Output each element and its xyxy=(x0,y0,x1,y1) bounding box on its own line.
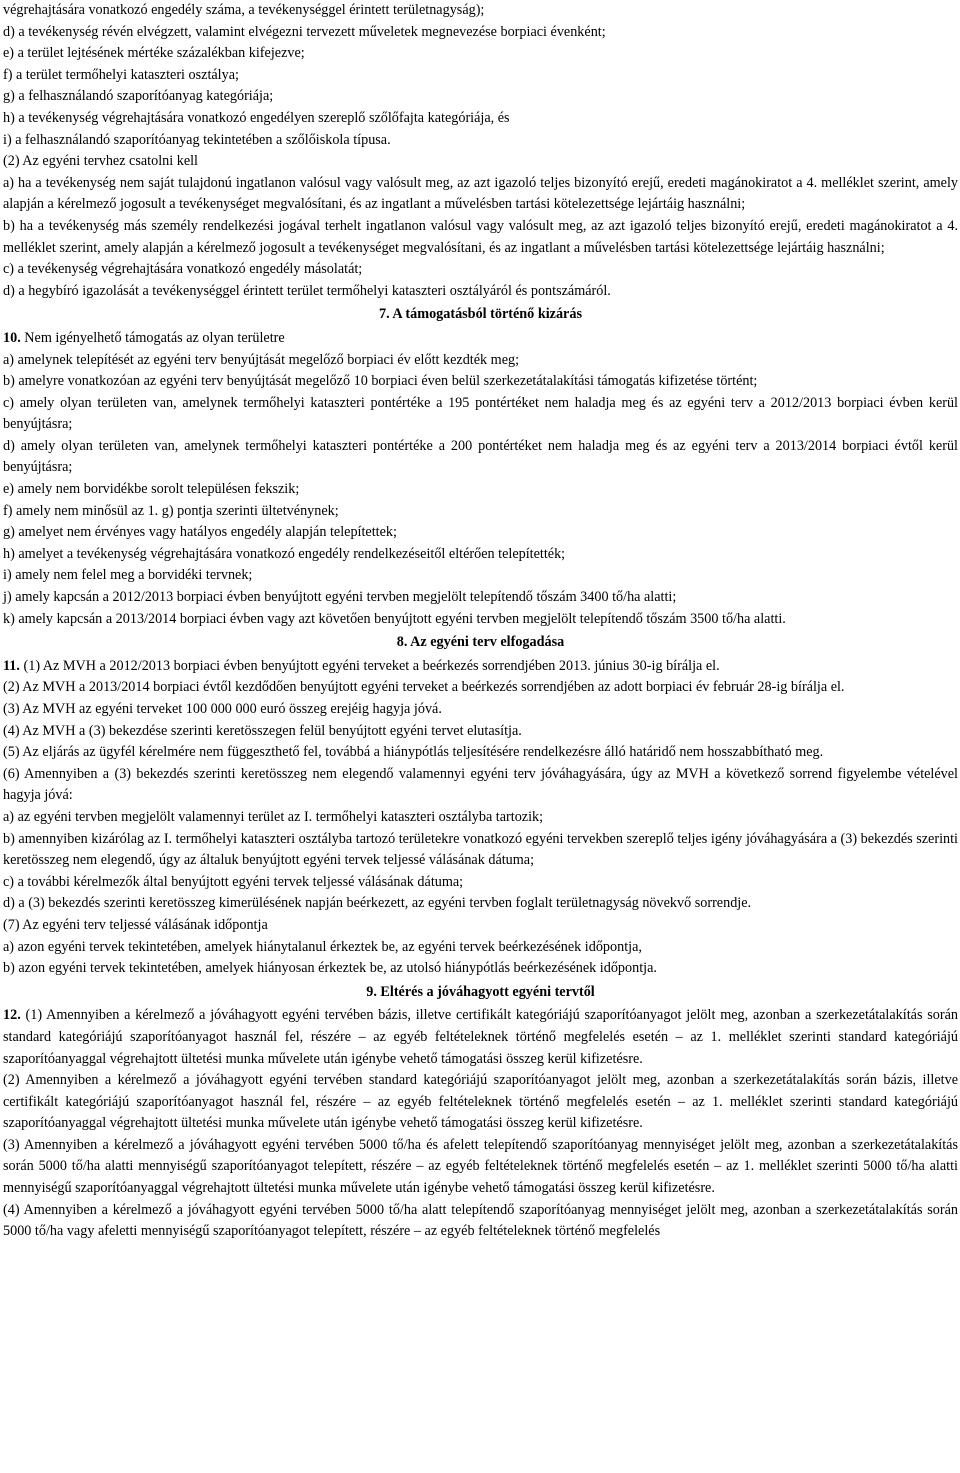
paragraph xyxy=(3,371,958,393)
paragraph xyxy=(3,259,958,281)
paragraph xyxy=(3,915,958,937)
paragraph-text: (4) Az MVH a (3) bekezdése szerinti keretösszegen felül benyújtott egyéni tervet elutasítja. xyxy=(3,722,522,739)
paragraph-text: g) a felhasználandó szaporítóanyag kategóriája; xyxy=(3,88,274,105)
paragraph-text: b) amennyiben kizárólag az I. termőhelyi kataszteri osztályba tartozó területekre vonatkozó egyéni tervekben szereplő teljes igény jóváhagyására a (3) bekezdés szerinti keretösszeg nem elegendő, úgy az általuk benyújtott egyéni tervek teljessé válásának dátuma; xyxy=(3,830,958,869)
section-heading xyxy=(3,982,958,1004)
paragraph-text: f) amely nem minősül az 1. g) pontja szerinti ültetvénynek; xyxy=(3,502,339,519)
paragraph-text: végrehajtására vonatkozó engedély száma, a tevékenységgel érintett területnagyság); xyxy=(3,2,485,18)
paragraph-text: b) amelyre vonatkozóan az egyéni terv benyújtását megelőző 10 borpiaci éven belül szerkezetátalakítási támogatás kifizetése történt; xyxy=(3,373,758,390)
paragraph xyxy=(3,173,958,216)
paragraph xyxy=(3,22,958,44)
paragraph xyxy=(3,522,958,544)
paragraph-text: d) amely olyan területen van, amelynek termőhelyi kataszteri pontértéke a 200 pontértéket nem haladja meg és az egyéni terv a 2013/2014 borpiaci évtől kerül benyújtásra; xyxy=(3,437,958,476)
paragraph-text: h) a tevékenység végrehajtására vonatkozó engedélyen szereplő szőlőfajta kategóriája, és xyxy=(3,109,510,126)
paragraph-text: (5) Az eljárás az ügyfél kérelmére nem függeszthető fel, továbbá a hiánypótlás teljesítésére rendelkezésre álló határidő nem hosszabbítható meg. xyxy=(3,744,824,761)
paragraph xyxy=(3,151,958,173)
paragraph xyxy=(3,479,958,501)
paragraph-text: (2) Amennyiben a kérelmező a jóváhagyott egyéni tervében standard kategóriájú szaporítóanyagot jelölt meg, azonban a szerkezetátalakítás során bázis, illetve certifikált kategóriájú szaporítóanyagot használ fel, részére – az egyéb feltételeknek történő megfelelés esetén – az 1. melléklet szerinti standard kategóriájú szaporítóanyaggal végrehajtott ültetési munka művelete után igénybe vehető támogatási összeg kerül kifizetésre. xyxy=(3,1072,958,1132)
paragraph-text: (1) Amennyiben a kérelmező a jóváhagyott egyéni tervében bázis, illetve certifikált kategóriájú szaporítóanyagot jelölt meg, azonban a szerkezetátalakítás során standard kategóriájú szaporítóanyagot használ fel, részére – az egyéb feltételeknek történő megfelelés esetén – az 1. melléklet szerinti standard kategóriájú szaporítóanyaggal végrehajtott ültetési munka művelete után igénybe vehető támogatási összeg kerül kifizetésre. xyxy=(3,1007,958,1067)
paragraph xyxy=(3,393,958,436)
paragraph xyxy=(3,43,958,65)
paragraph xyxy=(3,1135,958,1200)
paragraph-text: (7) Az egyéni terv teljessé válásának időpontja xyxy=(3,916,268,933)
paragraph-text: g) amelyet nem érvényes vagy hatályos engedély alapján telepítettek; xyxy=(3,524,397,541)
paragraph-text: b) ha a tevékenység más személy rendelkezési jogával terhelt ingatlanon valósul vagy valósult meg, az azt igazoló teljes bizonyító erejű, eredeti magánokiratot a 4. melléklet szerint, amely alapján a kérelmező jogosult a tevékenységet megvalósítani, és az ingatlant a művelésben tartási kötelezettsége lejártáig használni; xyxy=(3,217,958,256)
paragraph xyxy=(3,436,958,479)
paragraph-text: k) amely kapcsán a 2013/2014 borpiaci évben vagy azt követően benyújtott egyéni tervben megjelölt telepítendő tőszám 3500 tő/ha alatti. xyxy=(3,610,786,627)
paragraph xyxy=(3,65,958,87)
paragraph-text: (4) Amennyiben a kérelmező a jóváhagyott egyéni tervében 5000 tő/ha alatt telepítendő szaporítóanyag mennyiséget jelölt meg, azonban a szerkezetátalakítás során 5000 tő/ha vagy afeletti mennyiségű szaporítóanyagot telepített, részére – az egyéb feltételeknek történő megfelelés xyxy=(3,1201,958,1240)
paragraph-text: h) amelyet a tevékenység végrehajtására vonatkozó engedély rendelkezéseitől eltérően telepítették; xyxy=(3,545,566,562)
paragraph-text: b) azon egyéni tervek tekintetében, amelyek hiányosan érkeztek be, az utolsó hiánypótlás beérkezésének időpontja. xyxy=(3,960,657,977)
paragraph-text: 7. A támogatásból történő kizárás xyxy=(379,306,582,323)
paragraph-text: d) a hegybíró igazolását a tevékenységgel érintett terület termőhelyi kataszteri osztályáról és pontszámáról. xyxy=(3,282,611,299)
paragraph-text: c) a további kérelmezők által benyújtott egyéni tervek teljessé válásának dátuma; xyxy=(3,873,464,890)
paragraph-text: a) azon egyéni tervek tekintetében, amelyek hiánytalanul érkeztek be, az egyéni tervek beérkezésének időpontja, xyxy=(3,938,642,955)
paragraph xyxy=(3,699,958,721)
paragraph-text: (3) Amennyiben a kérelmező a jóváhagyott egyéni tervében 5000 tő/ha és afelett telepítendő szaporítóanyag mennyiséget jelölt meg, azonban a szerkezetátalakítás során 5000 tő/ha alatti mennyiségű szaporítóanyagot telepített, részére – az egyéb feltételeknek történő megfelelés esetén – az 1. melléklet szerinti 5000 tő/ha alatti mennyiségű szaporítóanyaggal végrehajtott ültetési munka művelete után igénybe vehető támogatási összeg kerül kifizetésre. xyxy=(3,1136,958,1197)
paragraph-text: e) a terület lejtésének mértéke százalékban kifejezve; xyxy=(3,45,305,62)
paragraph xyxy=(3,1005,958,1070)
paragraph xyxy=(3,721,958,743)
paragraph xyxy=(3,677,958,699)
paragraph xyxy=(3,958,958,980)
paragraph-text: i) a felhasználandó szaporítóanyag tekintetében a szőlőiskola típusa. xyxy=(3,131,391,148)
paragraph-text: a) ha a tevékenység nem saját tulajdonú ingatlanon valósul vagy valósult meg, az azt igazoló teljes bizonyító erejű, eredeti magánokiratot a 4. melléklet szerint, amely alapján a kérelmező jogosult a tevékenységet megvalósítani, és az ingatlant a művelésben tartási kötelezettsége lejártáig használni; xyxy=(3,174,958,213)
paragraph xyxy=(3,893,958,915)
paragraph xyxy=(3,742,958,764)
section-number: 10. xyxy=(3,329,21,346)
section-heading xyxy=(3,304,958,326)
paragraph-text: (3) Az MVH az egyéni terveket 100 000 000 euró összeg erejéig hagyja jóvá. xyxy=(3,701,442,717)
paragraph-text: c) amely olyan területen van, amelynek termőhelyi kataszteri pontértéke a 195 pontértéket nem haladja meg és az egyéni terv a 2012/2013 borpiaci évben kerül benyújtásra; xyxy=(3,394,958,433)
paragraph xyxy=(3,764,958,807)
section-number: 11. xyxy=(3,657,20,674)
paragraph-text: (2) Az MVH a 2013/2014 borpiaci évtől kezdődően benyújtott egyéni terveket a beérkezés sorrendjében az adott borpiaci év február 28-ig bírálja el. xyxy=(3,679,845,696)
paragraph xyxy=(3,937,958,959)
paragraph xyxy=(3,1070,958,1135)
paragraph xyxy=(3,656,958,678)
paragraph xyxy=(3,609,958,631)
paragraph-text: 8. Az egyéni terv elfogadása xyxy=(396,634,565,651)
paragraph xyxy=(3,130,958,152)
paragraph xyxy=(3,829,958,872)
paragraph xyxy=(3,872,958,894)
paragraph-text: j) amely kapcsán a 2012/2013 borpiaci évben benyújtott egyéni tervben megjelölt telepítendő tőszám 3400 tő/ha alatti; xyxy=(3,589,677,606)
paragraph xyxy=(3,0,958,22)
paragraph-text: (2) Az egyéni tervhez csatolni kell xyxy=(3,153,199,170)
paragraph xyxy=(3,807,958,829)
paragraph xyxy=(3,86,958,108)
paragraph xyxy=(3,565,958,587)
paragraph xyxy=(3,1200,958,1243)
paragraph xyxy=(3,281,958,303)
paragraph-text: (1) Az MVH a 2012/2013 borpiaci évben benyújtott egyéni terveket a beérkezés sorrendjében 2013. június 30-ig bírálja el. xyxy=(23,657,720,674)
paragraph-text: e) amely nem borvidékbe sorolt településen fekszik; xyxy=(3,481,300,498)
paragraph-text: d) a tevékenység révén elvégzett, valamint elvégezni tervezett műveletek megnevezése borpiaci évenként; xyxy=(3,23,606,40)
paragraph xyxy=(3,328,958,350)
paragraph xyxy=(3,587,958,609)
paragraph xyxy=(3,501,958,523)
paragraph-text: 9. Eltérés a jóváhagyott egyéni tervtől xyxy=(366,983,595,1000)
paragraph-text: (6) Amennyiben a (3) bekezdés szerinti keretösszeg nem elegendő valamennyi egyéni terv jóváhagyására, úgy az MVH a következő sorrend figyelembe vételével hagyja jóvá: xyxy=(3,765,958,804)
paragraph-text: d) a (3) bekezdés szerinti keretösszeg kimerülésének napján beérkezett, az egyéni tervben foglalt területnagyság növekvő sorrendje. xyxy=(3,895,752,912)
paragraph-text: f) a terület termőhelyi kataszteri osztálya; xyxy=(3,66,239,83)
section-heading xyxy=(3,632,958,654)
paragraph xyxy=(3,350,958,372)
paragraph-text: a) az egyéni tervben megjelölt valamennyi terület az I. termőhelyi kataszteri osztályba tartozik; xyxy=(3,808,544,825)
paragraph-text: i) amely nem felel meg a borvidéki tervnek; xyxy=(3,567,253,584)
paragraph xyxy=(3,544,958,566)
paragraph xyxy=(3,216,958,259)
paragraph-text: a) amelynek telepítését az egyéni terv benyújtását megelőző borpiaci év előtt kezdték meg; xyxy=(3,351,520,368)
paragraph xyxy=(3,108,958,130)
paragraph-text: c) a tevékenység végrehajtására vonatkozó engedély másolatát; xyxy=(3,261,363,278)
paragraph-text: Nem igényelhető támogatás az olyan területre xyxy=(24,329,285,346)
section-number: 12. xyxy=(3,1007,21,1024)
